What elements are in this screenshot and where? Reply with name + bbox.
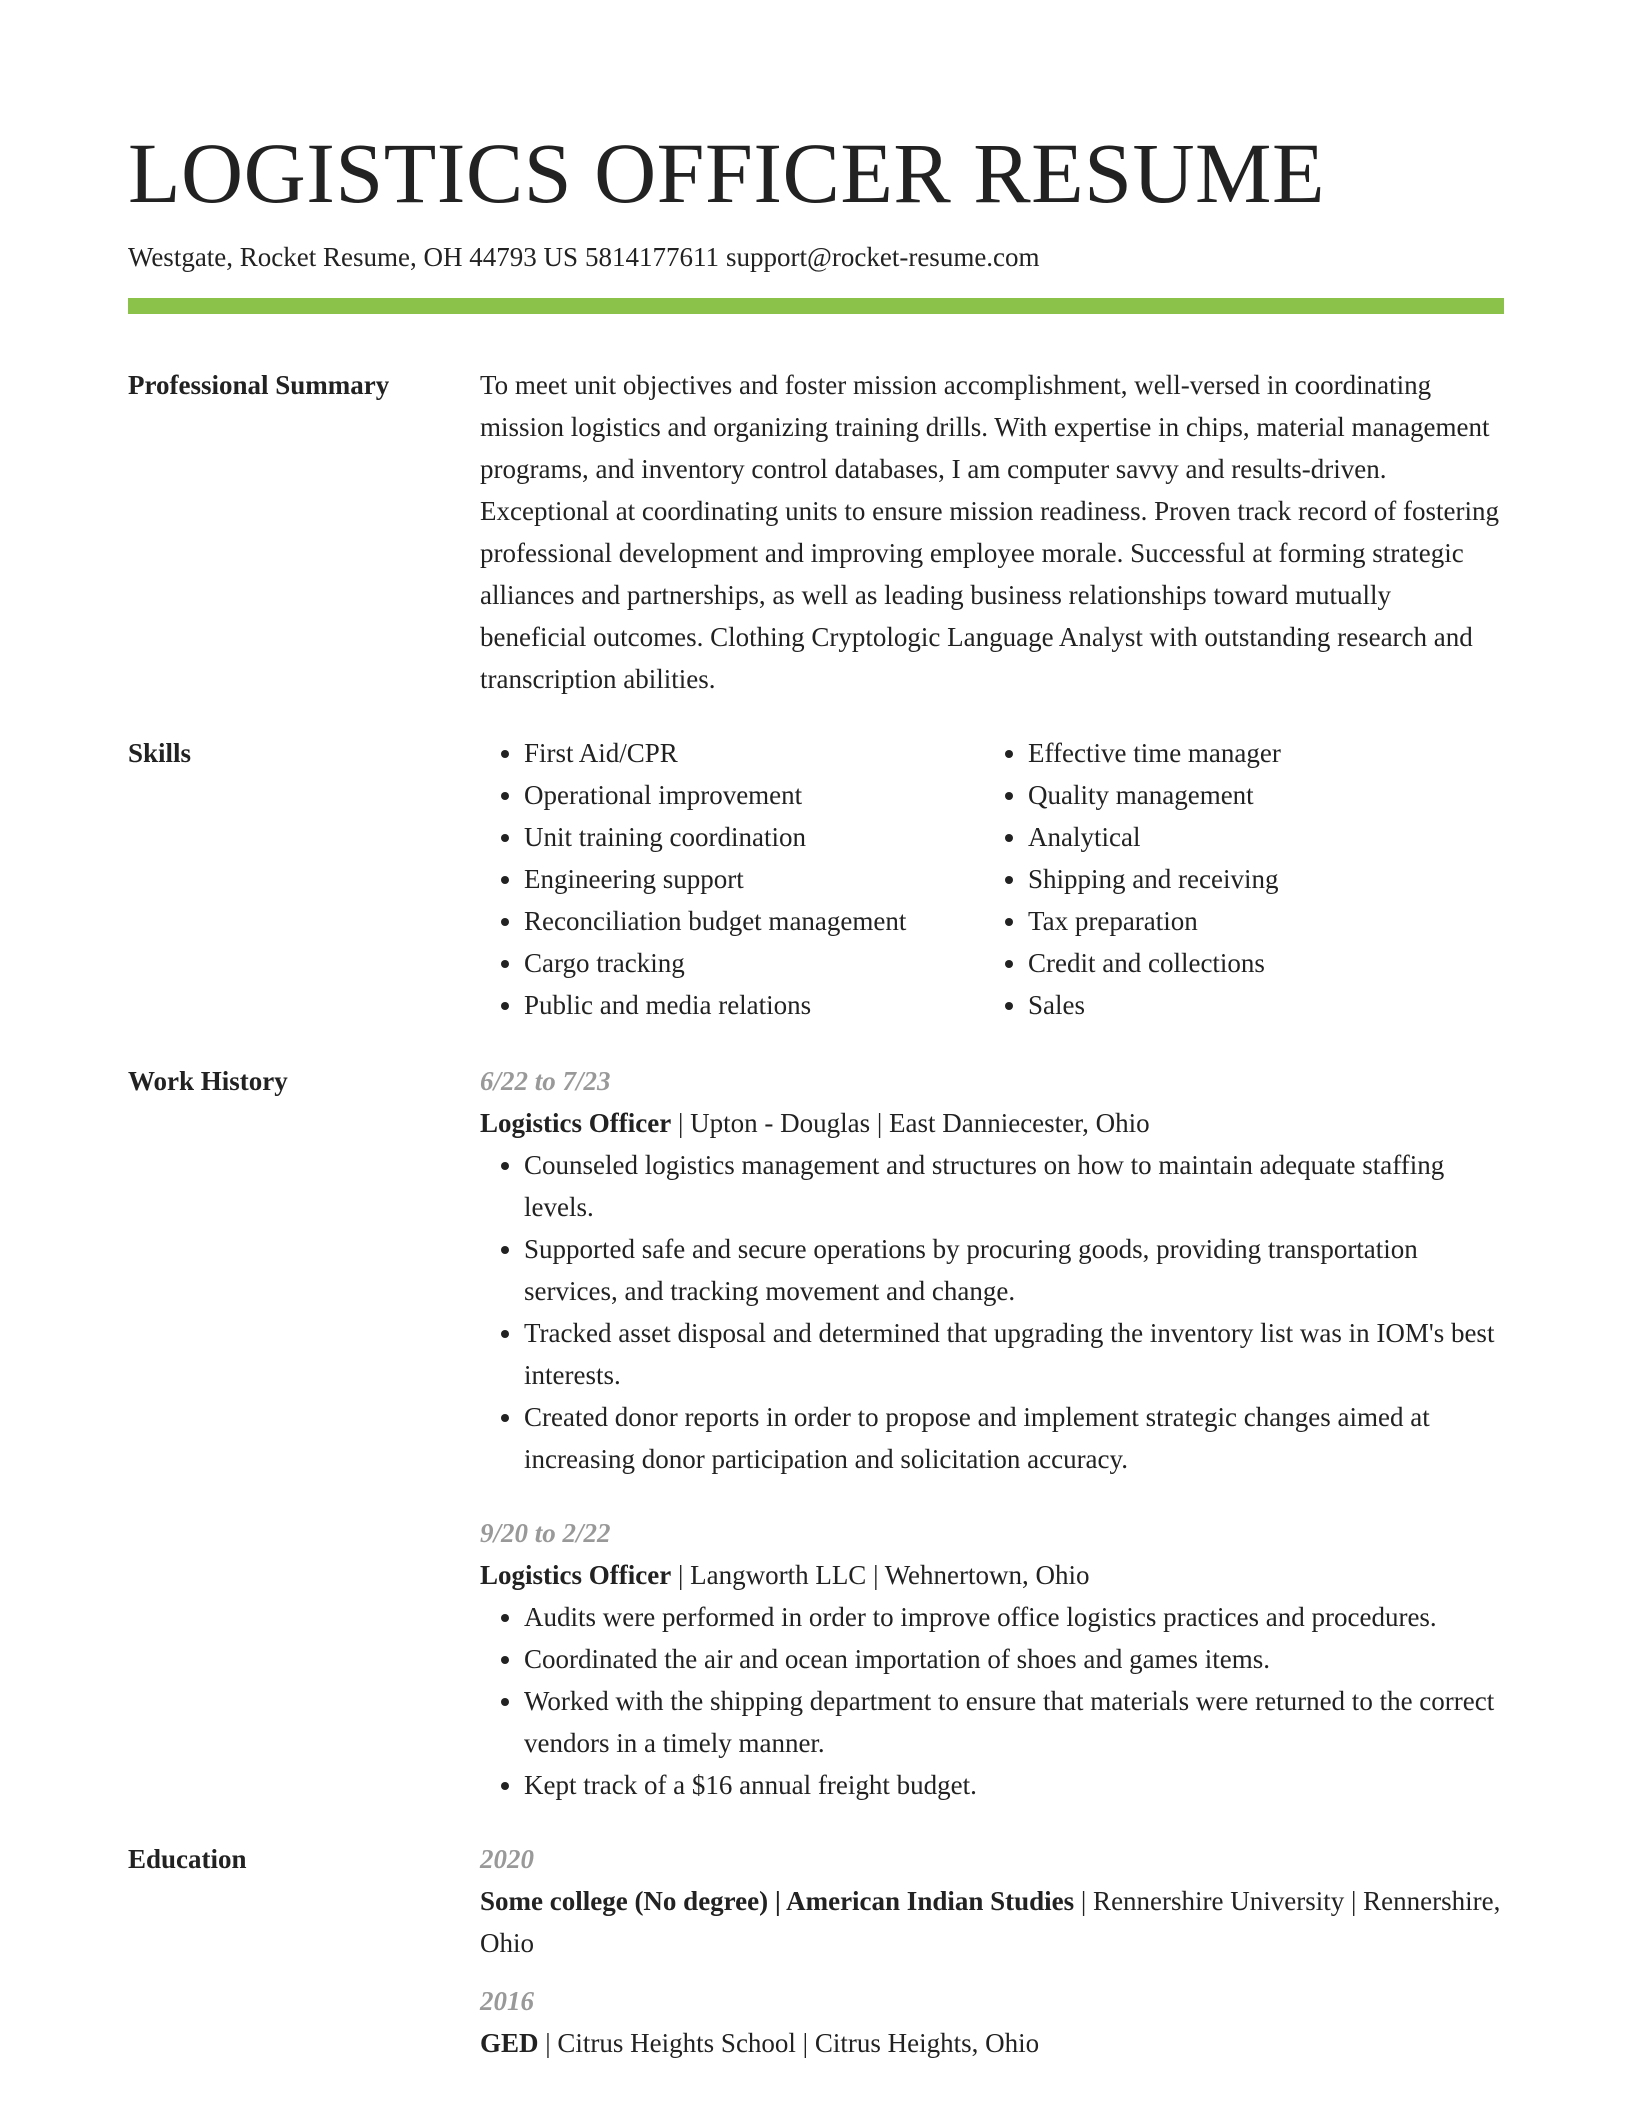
job-bullet: • Created donor reports in order to propose and implement strategic changes aimed at increasing donor participation and solicitation accuracy. bbox=[524, 1396, 1504, 1480]
resume-title: LOGISTICS OFFICER RESUME bbox=[128, 125, 1326, 221]
skill-item: • Engineering support bbox=[524, 858, 984, 900]
skill-item: • Unit training coordination bbox=[524, 816, 984, 858]
skill-item: • Public and media relations bbox=[524, 984, 984, 1026]
summary-text: To meet unit objectives and foster mission accomplishment, well-versed in coordinating mission logistics and organizing training drills. With expertise in chips, material management programs, and inventory control databases, I am computer savvy and results-driven. Exceptional at coordinating units to ensure mission readiness. Proven track record of fostering professional development and improving employee morale. Successful at forming strategic alliances and partnerships, as well as leading business relationships toward mutually beneficial outcomes. Clothing Cryptologic Language Analyst with outstanding research and transcription abilities. bbox=[480, 370, 1499, 694]
skill-item: • Effective time manager bbox=[1028, 732, 1488, 774]
job-bullet: • Tracked asset disposal and determined that upgrading the inventory list was in IOM's best interests. bbox=[524, 1312, 1504, 1396]
section-label-skills: Skills bbox=[128, 738, 192, 768]
job-title-line bbox=[480, 1102, 1504, 1144]
section-label-work: Work History bbox=[128, 1066, 288, 1096]
education-entry bbox=[480, 1838, 1504, 1964]
education-school-location: | Citrus Heights School | Citrus Heights, Ohio bbox=[538, 2028, 1040, 2058]
education-degree: Some college (No degree) | American Indian Studies bbox=[480, 1886, 1075, 1916]
job-bullet: • Coordinated the air and ocean importation of shoes and games items. bbox=[524, 1638, 1504, 1680]
skill-item: • Quality management bbox=[1028, 774, 1488, 816]
job-title-line bbox=[480, 1554, 1504, 1596]
resume-page bbox=[128, 0, 1504, 2064]
skill-item: • Reconciliation budget management bbox=[524, 900, 984, 942]
skill-item: • Cargo tracking bbox=[524, 942, 984, 984]
job-title: Logistics Officer bbox=[480, 1108, 672, 1138]
job-title: Logistics Officer bbox=[480, 1560, 672, 1590]
work-entries bbox=[480, 1060, 1504, 1806]
job-employer-location: | Upton - Douglas | East Danniecester, Ohio bbox=[671, 1108, 1150, 1138]
skill-item: • Credit and collections bbox=[1028, 942, 1488, 984]
skill-item: • First Aid/CPR bbox=[524, 732, 984, 774]
skills-columns bbox=[480, 732, 1504, 1026]
job-bullet: • Audits were performed in order to improve office logistics practices and procedures. bbox=[524, 1596, 1504, 1638]
contact-address: Westgate, Rocket Resume, OH 44793 US bbox=[128, 242, 579, 272]
job-employer-location: | Langworth LLC | Wehnertown, Ohio bbox=[671, 1560, 1090, 1590]
education-degree: GED bbox=[480, 2028, 539, 2058]
education-entries bbox=[480, 1838, 1504, 2064]
job-bullet: • Supported safe and secure operations by procuring goods, providing transportation services, and tracking movement and change. bbox=[524, 1228, 1504, 1312]
header-divider bbox=[128, 298, 1504, 314]
skill-item: • Analytical bbox=[1028, 816, 1488, 858]
skill-item: • Tax preparation bbox=[1028, 900, 1488, 942]
education-year: 2020 bbox=[480, 1844, 534, 1874]
education-line bbox=[480, 1880, 1504, 1964]
education-line bbox=[480, 2022, 1504, 2064]
skill-item: • Shipping and receiving bbox=[1028, 858, 1488, 900]
job-bullets bbox=[480, 1596, 1504, 1806]
skills-list-left bbox=[480, 732, 984, 1026]
section-education bbox=[128, 1838, 1504, 2064]
job-bullets bbox=[480, 1144, 1504, 1480]
job-dates: 9/20 to 2/22 bbox=[480, 1518, 611, 1548]
contact-phone: 5814177611 bbox=[585, 242, 720, 272]
section-work-history bbox=[128, 1060, 1504, 1806]
contact-email: support@rocket-resume.com bbox=[726, 242, 1040, 272]
job-entry bbox=[480, 1512, 1504, 1806]
job-dates: 6/22 to 7/23 bbox=[480, 1066, 611, 1096]
education-year: 2016 bbox=[480, 1986, 534, 2016]
skill-item: • Sales bbox=[1028, 984, 1488, 1026]
education-entry bbox=[480, 1980, 1504, 2064]
section-skills bbox=[128, 732, 1504, 1026]
section-label-education: Education bbox=[128, 1844, 247, 1874]
contact-line bbox=[128, 240, 1504, 274]
job-bullet: • Kept track of a $16 annual freight budget. bbox=[524, 1764, 1504, 1806]
section-label-summary: Professional Summary bbox=[128, 370, 390, 400]
skill-item: • Operational improvement bbox=[524, 774, 984, 816]
section-professional-summary bbox=[128, 364, 1504, 700]
job-entry bbox=[480, 1060, 1504, 1480]
job-bullet: • Counseled logistics management and structures on how to maintain adequate staffing levels. bbox=[524, 1144, 1504, 1228]
job-bullet: • Worked with the shipping department to ensure that materials were returned to the correct vendors in a timely manner. bbox=[524, 1680, 1504, 1764]
skills-list-right bbox=[984, 732, 1488, 1026]
education-school-location: | Rennershire University | Rennershire, Ohio bbox=[480, 1886, 1501, 1958]
